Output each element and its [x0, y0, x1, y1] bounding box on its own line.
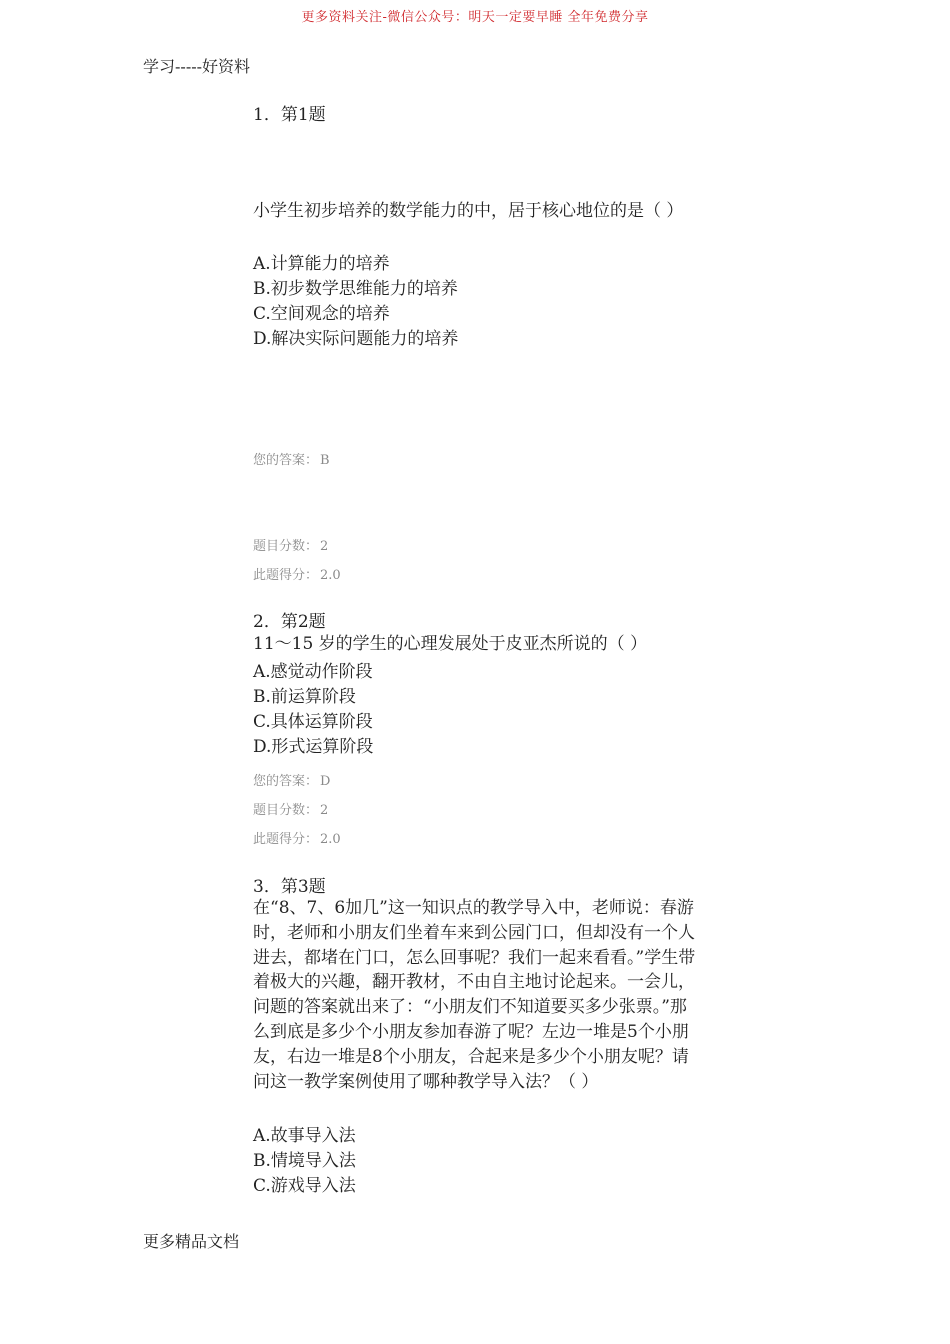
question-1-title: 1．第1题 — [253, 105, 326, 125]
question-1-option-d: D.解决实际问题能力的培养 — [253, 329, 459, 349]
question-score-value: 2 — [320, 803, 329, 818]
question-3-option-b: B.情境导入法 — [253, 1151, 356, 1171]
question-score-label: 题目分数： — [253, 539, 319, 554]
question-1-score — [253, 535, 328, 554]
question-3-title: 3．第3题 — [253, 877, 326, 897]
question-2-option-a: A.感觉动作阶段 — [253, 662, 373, 682]
question-1-option-c: C.空间观念的培养 — [253, 304, 390, 324]
question-2-option-d: D.形式运算阶段 — [253, 737, 374, 757]
earned-score-label: 此题得分： — [253, 568, 319, 583]
footer-note: 更多精品文档 — [143, 1232, 240, 1251]
your-answer-label: 您的答案： — [253, 453, 319, 468]
question-1-option-b: B.初步数学思维能力的培养 — [253, 279, 458, 299]
your-answer-label: 您的答案： — [253, 774, 319, 789]
question-score-value: 2 — [320, 539, 329, 554]
question-2-option-b: B.前运算阶段 — [253, 687, 356, 707]
earned-score-value: 2.0 — [320, 568, 341, 583]
question-3-option-c: C.游戏导入法 — [253, 1176, 356, 1196]
question-2-earned — [253, 828, 341, 847]
question-score-label: 题目分数： — [253, 803, 319, 818]
watermark-banner: 更多资料关注-微信公众号：明天一定要早睡 全年免费分享 — [301, 10, 649, 25]
question-1-your-answer — [253, 449, 330, 468]
question-3-option-a: A.故事导入法 — [253, 1126, 356, 1146]
header-note: 学习-----好资料 — [143, 57, 251, 76]
question-1-earned — [253, 564, 341, 583]
question-2-title: 2．第2题 — [253, 612, 326, 632]
question-1-option-a: A.计算能力的培养 — [253, 254, 390, 274]
question-3-stem: 在“8、7、6加几”这一知识点的教学导入中，老师说：春游时，老师和小朋友们坐着车来到公园门口，但却没有一个人进去，都堵在门口，怎么回事呢？我们一起来看看。”学生带着极大的兴趣，翻开教材，不由自主地讨论起来。一会儿，问题的答案就出来了：“小朋友们不知道要买多少张票。”那么到底是多少个小朋友参加春游了呢？左边一堆是5个小朋友，右边一堆是8个小朋友，合起来是多少个小朋友呢？请问这一教学案例使用了哪种教学导入法？（ ） — [253, 898, 696, 1092]
question-2-option-c: C.具体运算阶段 — [253, 712, 373, 732]
earned-score-label: 此题得分： — [253, 832, 319, 847]
your-answer-value: B — [320, 453, 330, 468]
question-2-stem: 11～15 岁的学生的心理发展处于皮亚杰所说的（ ） — [253, 634, 648, 654]
question-2-your-answer — [253, 770, 330, 789]
earned-score-value: 2.0 — [320, 832, 341, 847]
question-2-score — [253, 799, 328, 818]
your-answer-value: D — [320, 774, 331, 789]
question-1-stem: 小学生初步培养的数学能力的中，居于核心地位的是（ ） — [253, 201, 684, 221]
